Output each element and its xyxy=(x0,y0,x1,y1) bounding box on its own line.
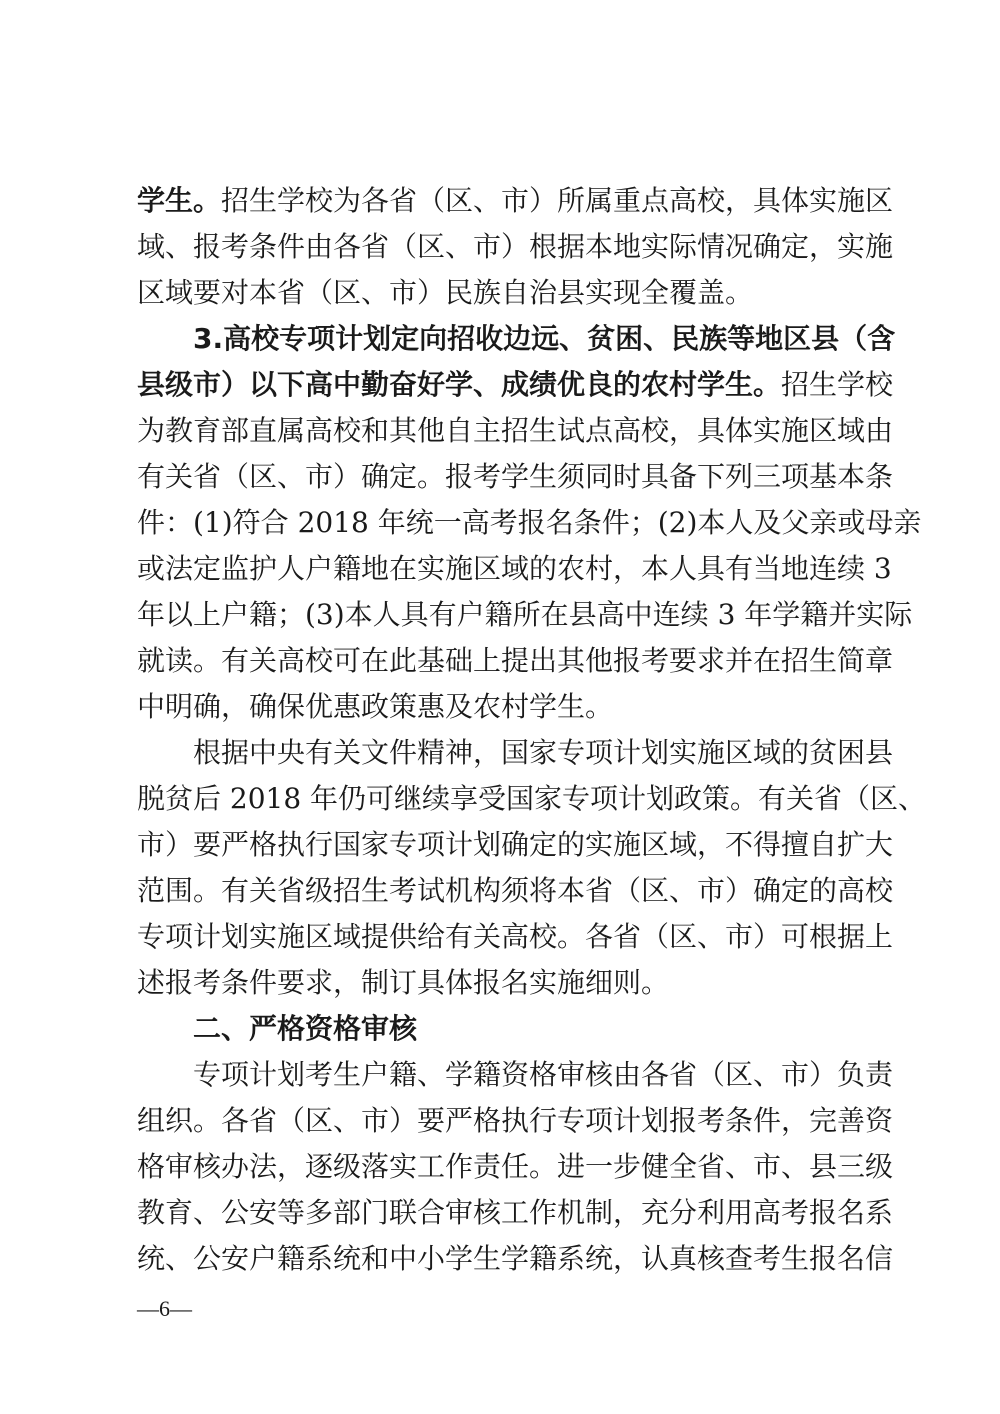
text-line xyxy=(137,365,894,405)
line-text: 范围。有关省级招生考试机构须将本省（区、市）确定的高校 xyxy=(137,874,894,907)
text-line xyxy=(137,273,865,313)
line-text: 件：(1)符合 2018 年统一高考报名条件；(2)本人及父亲或母亲 xyxy=(137,506,922,539)
text-line xyxy=(137,227,894,267)
bold-lead: 县级市）以下高中勤奋好学、成绩优良的农村学生。 xyxy=(137,368,782,401)
line-text: 市）要严格执行国家专项计划确定的实施区域，不得擅自扩大 xyxy=(137,828,894,861)
line-text: 有关省（区、市）确定。报考学生须同时具备下列三项基本条 xyxy=(137,460,894,493)
text-line xyxy=(193,319,896,359)
heading-text: 二、严格资格审核 xyxy=(193,1012,418,1045)
bold-lead: 3.高校专项计划定向招收边远、贫困、民族等地区县（含 xyxy=(193,322,896,355)
text-line xyxy=(137,181,894,221)
line-text: 脱贫后 2018 年仍可继续享受国家专项计划政策。有关省（区、 xyxy=(137,782,927,815)
text-line xyxy=(137,595,913,635)
text-line xyxy=(137,549,892,589)
text-line xyxy=(137,1101,894,1141)
section-heading xyxy=(193,1009,865,1049)
text-line xyxy=(137,963,865,1003)
line-text: 年以上户籍；(3)本人具有户籍所在县高中连续 3 年学籍并实际 xyxy=(137,598,913,631)
line-text: 专项计划考生户籍、学籍资格审核由各省（区、市）负责 xyxy=(193,1058,894,1091)
line-text: 招生学校为各省（区、市）所属重点高校，具体实施区 xyxy=(221,184,894,217)
line-text: 中明确，确保优惠政策惠及农村学生。 xyxy=(137,690,614,723)
line-text: 区域要对本省（区、市）民族自治县实现全覆盖。 xyxy=(137,276,754,309)
line-text: 或法定监护人户籍地在实施区域的农村，本人具有当地连续 3 xyxy=(137,552,892,585)
line-text: 招生学校 xyxy=(781,368,894,401)
text-line xyxy=(137,1193,894,1233)
text-line xyxy=(137,871,894,911)
line-text: 根据中央有关文件精神，国家专项计划实施区域的贫困县 xyxy=(193,736,894,769)
line-text: 统、公安户籍系统和中小学生学籍系统，认真核查考生报名信 xyxy=(137,1242,894,1275)
text-line xyxy=(137,641,894,681)
line-text: 教育、公安等多部门联合审核工作机制，充分利用高考报名系 xyxy=(137,1196,894,1229)
text-line xyxy=(137,411,894,451)
text-line xyxy=(137,503,922,543)
text-line xyxy=(137,1239,894,1279)
line-text: 组织。各省（区、市）要严格执行专项计划报考条件，完善资 xyxy=(137,1104,894,1137)
text-line xyxy=(137,457,894,497)
text-line xyxy=(137,825,894,865)
text-line xyxy=(193,733,894,773)
line-text: 述报考条件要求，制订具体报名实施细则。 xyxy=(137,966,670,999)
text-line xyxy=(193,1055,894,1095)
text-line xyxy=(137,687,865,727)
text-line xyxy=(137,1147,894,1187)
page-number: —6— xyxy=(137,1296,192,1321)
text-line xyxy=(137,917,894,957)
bold-lead: 学生。 xyxy=(137,184,222,217)
line-text: 为教育部直属高校和其他自主招生试点高校，具体实施区域由 xyxy=(137,414,894,447)
line-text: 格审核办法，逐级落实工作责任。进一步健全省、市、县三级 xyxy=(137,1150,894,1183)
line-text: 域、报考条件由各省（区、市）根据本地实际情况确定，实施 xyxy=(137,230,894,263)
text-line xyxy=(137,779,927,819)
line-text: 就读。有关高校可在此基础上提出其他报考要求并在招生简章 xyxy=(137,644,894,677)
line-text: 专项计划实施区域提供给有关高校。各省（区、市）可根据上 xyxy=(137,920,894,953)
